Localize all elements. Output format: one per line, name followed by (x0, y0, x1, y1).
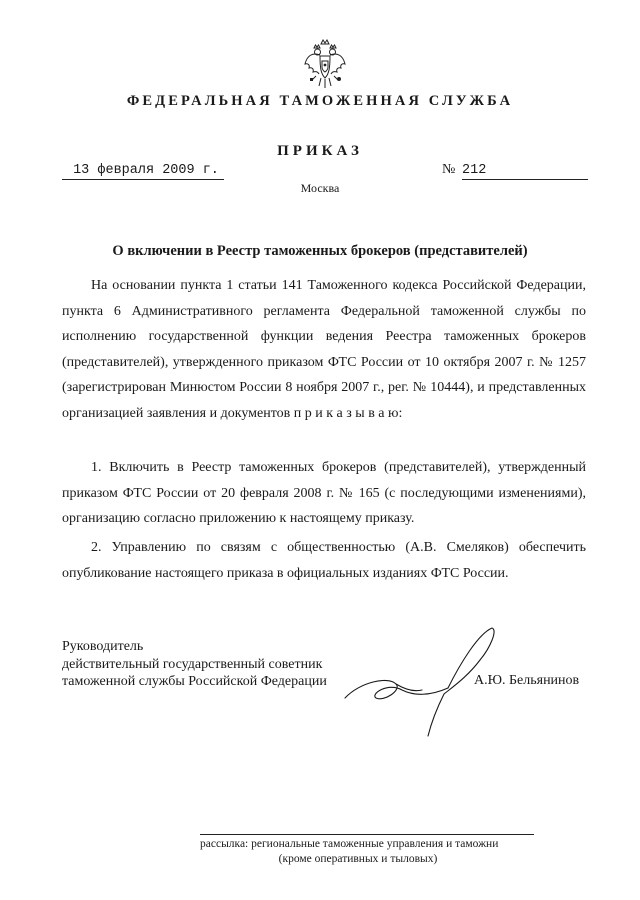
paragraph-basis: На основании пункта 1 статьи 141 Таможенного кодекса Российской Федерации, пункта 6 Административного регламента Федеральной таможенной службы по исполнению государственной функции ведения Реестра таможенных брокеров (представителей), утвержденного приказом ФТС России от 10 октября 2007 г. № 1257 (зарегистрирован Минюстом России 8 ноября 2007 г., рег. № 10444), и представленных организацией заявления и документов п р и к а з ы в а ю: (62, 278, 586, 421)
distribution-note: (кроме оперативных и тыловых) (278, 853, 438, 865)
signatory-title-block (62, 638, 327, 691)
order-number-label: № (442, 162, 456, 177)
distribution-divider (200, 834, 534, 835)
paragraph-item-1: 1. Включить в Реестр таможенных брокеров (представителей), утвержденный приказом ФТС России от 20 февраля 2008 г. № 165 (с последующими изменениями), организацию согласно приложению к настоящему приказу. (62, 460, 586, 527)
agency-name: ФЕДЕРАЛЬНАЯ ТАМОЖЕННАЯ СЛУЖБА (126, 93, 514, 109)
signatory-rank-line-1: действительный государственный советник (62, 656, 323, 672)
paragraph-item-2: 2. Управлению по связям с общественностью (А.В. Смеляков) обеспечить опубликование настоящего приказа в официальных изданиях ФТС России. (62, 540, 586, 581)
order-title: ПРИКАЗ (277, 143, 363, 159)
signatory-rank-line-2: таможенной службы Российской Федерации (62, 674, 327, 689)
signatory-name: А.Ю. Бельянинов (474, 673, 580, 688)
order-date: 13 февраля 2009 г. (62, 163, 224, 180)
signatory-position: Руководитель (62, 639, 144, 654)
emblem-icon (302, 38, 348, 90)
distribution-list: рассылка: региональные таможенные управления и таможни (200, 838, 499, 850)
document-heading: О включении в Реестр таможенных брокеров (представителей) (112, 243, 528, 259)
order-number: 212 (462, 163, 588, 180)
order-city: Москва (300, 181, 340, 195)
